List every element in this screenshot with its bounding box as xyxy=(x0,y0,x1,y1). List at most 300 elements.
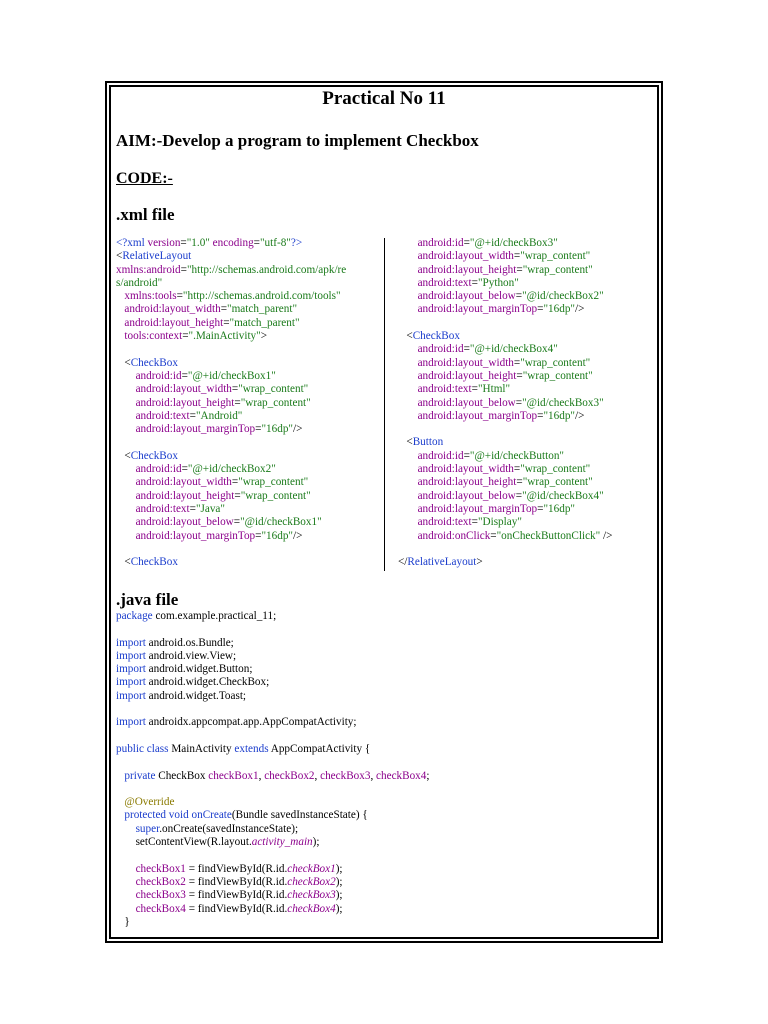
code-token: "@id/checkBox4" xyxy=(522,489,604,502)
code-token: < xyxy=(398,436,413,449)
code-token: } xyxy=(116,915,130,928)
code-token: = xyxy=(537,303,544,316)
code-token: "Android" xyxy=(195,409,243,422)
code-token: "@id/checkBox3" xyxy=(522,396,604,409)
code-line xyxy=(398,277,653,290)
code-token: = xyxy=(537,409,544,422)
code-line xyxy=(116,250,376,263)
code-line xyxy=(116,410,376,423)
code-token: setContentView(R.layout. xyxy=(116,836,252,849)
code-line xyxy=(116,450,376,463)
code-token: android:layout_width xyxy=(135,383,232,396)
code-line xyxy=(398,543,653,556)
code-token: "http://schemas.android.com/apk/re xyxy=(186,263,347,276)
code-token xyxy=(116,889,136,901)
code-token xyxy=(116,463,136,475)
code-token xyxy=(398,383,418,395)
code-token: android.widget.Button; xyxy=(145,663,253,676)
code-line xyxy=(116,556,376,569)
code-token: android:layout_height xyxy=(417,263,517,276)
code-token: android:id xyxy=(135,369,182,382)
code-token: , xyxy=(314,769,321,782)
code-token: "@+id/checkBox1" xyxy=(187,369,276,382)
code-token: import xyxy=(116,689,146,702)
code-token: "wrap_content" xyxy=(522,476,593,489)
code-token: /> xyxy=(292,423,303,436)
code-line xyxy=(398,370,653,383)
code-token: android:layout_height xyxy=(124,316,224,329)
code-line xyxy=(116,436,376,449)
code-token: android:id xyxy=(417,237,464,249)
code-line xyxy=(116,237,376,250)
code-token: = xyxy=(516,476,523,489)
code-token: < xyxy=(116,449,131,462)
code-token: checkBox1 xyxy=(208,769,259,782)
code-token: android.view.View; xyxy=(145,649,237,662)
code-token xyxy=(116,397,136,409)
code-line xyxy=(116,823,652,836)
code-line xyxy=(116,370,376,383)
xml-code-right-column xyxy=(398,237,653,569)
code-line xyxy=(398,383,653,396)
code-token xyxy=(398,290,418,302)
code-token: "@+id/checkBox2" xyxy=(187,463,276,476)
code-token: package xyxy=(116,610,153,622)
code-token: checkBox1 xyxy=(287,862,336,875)
code-line xyxy=(116,357,376,370)
code-line xyxy=(398,516,653,529)
code-token: = xyxy=(253,237,260,249)
code-token: android:layout_below xyxy=(135,516,234,529)
code-token: = xyxy=(463,237,470,249)
code-token: ); xyxy=(335,902,343,915)
code-token: "http://schemas.android.com/tools" xyxy=(182,290,341,303)
code-line xyxy=(116,610,652,623)
code-token xyxy=(116,863,136,875)
code-line xyxy=(116,264,376,277)
code-line xyxy=(398,397,653,410)
code-token: = xyxy=(189,409,196,422)
code-token xyxy=(398,503,418,515)
code-token: = findViewById(R.id. xyxy=(185,889,288,902)
code-token: = xyxy=(471,383,478,396)
code-token: super xyxy=(135,822,160,835)
code-line xyxy=(116,836,652,849)
code-token: ); xyxy=(335,889,343,902)
code-token: encoding xyxy=(209,237,254,249)
code-token: android:text xyxy=(135,502,190,515)
code-token: = xyxy=(233,516,241,529)
code-token: "wrap_content" xyxy=(520,356,591,369)
code-token: = xyxy=(471,516,478,529)
code-token: "wrap_content" xyxy=(520,250,591,263)
code-line xyxy=(116,503,376,516)
code-line xyxy=(116,690,652,703)
code-token: = xyxy=(513,250,521,263)
code-line xyxy=(398,556,653,569)
code-token: ?> xyxy=(290,237,303,249)
code-line xyxy=(116,277,376,290)
code-token: "16dp" xyxy=(543,409,575,422)
code-line xyxy=(116,330,376,343)
code-token: checkBox2 xyxy=(135,875,186,888)
code-token: = findViewById(R.id. xyxy=(185,902,288,915)
code-token: "Python" xyxy=(477,276,519,289)
code-token: checkBox4 xyxy=(376,769,427,782)
code-token: = xyxy=(471,276,478,289)
code-line xyxy=(116,650,652,663)
code-line xyxy=(116,770,652,783)
page-title: Practical No 11 xyxy=(322,88,446,109)
code-token: = xyxy=(516,369,523,382)
code-token: = xyxy=(189,502,196,515)
code-token xyxy=(398,410,418,422)
code-token: = xyxy=(463,449,470,462)
code-token: android:text xyxy=(417,276,472,289)
code-token: "wrap_content" xyxy=(238,476,309,489)
code-token: "wrap_content" xyxy=(522,263,593,276)
code-token: android:layout_height xyxy=(417,476,517,489)
xml-code-left-column xyxy=(116,237,376,569)
code-token xyxy=(398,370,418,382)
code-line xyxy=(398,343,653,356)
code-token: <?xml xyxy=(116,237,148,249)
code-token: = xyxy=(515,396,523,409)
code-token: s/android" xyxy=(116,276,163,289)
code-token: = findViewById(R.id. xyxy=(185,862,288,875)
code-token: android:text xyxy=(417,516,472,529)
code-token: "@+id/checkBox3" xyxy=(469,237,558,249)
code-token: checkBox2 xyxy=(264,769,315,782)
code-token: android:layout_width xyxy=(135,476,232,489)
code-token xyxy=(398,530,418,542)
code-token: "@+id/checkButton" xyxy=(469,449,564,462)
code-line xyxy=(398,303,653,316)
code-token xyxy=(398,490,418,502)
code-token: @Override xyxy=(124,796,175,809)
code-token: = xyxy=(490,529,497,542)
code-token: import xyxy=(116,716,146,729)
code-token: = xyxy=(515,489,523,502)
code-line xyxy=(398,503,653,516)
code-line xyxy=(116,383,376,396)
code-token xyxy=(398,450,418,462)
code-line xyxy=(116,876,652,889)
code-line xyxy=(116,516,376,529)
code-token: android:layout_marginTop xyxy=(135,529,256,542)
code-token: android:id xyxy=(417,343,464,356)
code-token: android:text xyxy=(135,409,190,422)
code-line xyxy=(116,303,376,316)
code-token: (Bundle savedInstanceState) { xyxy=(231,809,368,822)
code-token: = xyxy=(181,369,188,382)
code-token: < xyxy=(116,556,131,569)
code-token: "16dp" xyxy=(261,529,293,542)
code-token xyxy=(398,250,418,262)
code-token: android:layout_below xyxy=(417,290,516,303)
code-token: "@+id/checkBox4" xyxy=(469,343,558,356)
code-token: /> xyxy=(600,529,613,542)
code-line xyxy=(398,423,653,436)
code-token: , xyxy=(258,769,265,782)
code-token: ; xyxy=(426,769,430,782)
code-token xyxy=(398,264,418,276)
java-file-heading: .java file xyxy=(116,590,179,609)
code-line xyxy=(116,343,376,356)
code-token: protected void xyxy=(124,809,189,822)
code-token: = xyxy=(515,290,523,303)
code-line xyxy=(398,237,653,250)
code-token: < xyxy=(398,330,413,343)
code-token: com.example.practical_11; xyxy=(152,610,277,622)
code-token: RelativeLayout xyxy=(407,556,477,569)
code-line xyxy=(116,756,652,769)
code-token: "16dp" xyxy=(543,502,575,515)
code-token: android:layout_height xyxy=(135,489,235,502)
code-token: CheckBox xyxy=(155,769,209,782)
code-line xyxy=(116,543,376,556)
code-token: < xyxy=(116,356,131,369)
code-token: ); xyxy=(335,875,343,888)
code-token xyxy=(398,476,418,488)
code-token: = xyxy=(220,303,228,316)
code-heading: CODE:- xyxy=(116,170,173,187)
code-line xyxy=(116,423,376,436)
code-token: </ xyxy=(398,556,408,569)
code-token: checkBox3 xyxy=(287,889,336,902)
code-token: "16dp" xyxy=(543,303,575,316)
code-token: /> xyxy=(574,409,585,422)
code-line xyxy=(116,317,376,330)
code-token: android:layout_below xyxy=(417,396,516,409)
xml-file-heading: .xml file xyxy=(116,205,175,224)
code-line xyxy=(398,530,653,543)
code-token: extends xyxy=(234,742,269,755)
code-token xyxy=(116,876,136,888)
code-token: CheckBox xyxy=(130,556,178,569)
code-line xyxy=(398,330,653,343)
code-token: "match_parent" xyxy=(227,303,298,316)
code-line xyxy=(116,796,652,809)
code-line xyxy=(116,290,376,303)
code-token: "Html" xyxy=(477,383,511,396)
code-line xyxy=(116,863,652,876)
code-token: = xyxy=(234,396,241,409)
code-token: "wrap_content" xyxy=(240,489,311,502)
code-token: .onCreate(savedInstanceState); xyxy=(159,822,299,835)
code-token xyxy=(116,903,136,915)
code-token: = xyxy=(182,330,189,343)
code-token: = xyxy=(180,263,187,276)
code-line xyxy=(116,663,652,676)
code-token xyxy=(398,463,418,475)
code-line xyxy=(116,490,376,503)
code-token xyxy=(398,277,418,289)
code-token: AppCompatActivity { xyxy=(268,742,371,755)
document-content xyxy=(116,86,652,936)
code-token: CheckBox xyxy=(130,356,178,369)
code-line xyxy=(398,357,653,370)
code-token: android.widget.Toast; xyxy=(145,689,247,702)
aim-heading: AIM:-Develop a program to implement Checkbox xyxy=(116,131,479,150)
code-token: android:layout_marginTop xyxy=(135,423,256,436)
code-token: public class xyxy=(116,742,169,755)
code-line xyxy=(116,903,652,916)
code-token: private xyxy=(124,769,156,782)
code-token: "16dp" xyxy=(261,423,293,436)
code-token xyxy=(398,516,418,528)
code-token: "utf-8" xyxy=(259,237,291,249)
code-token: < xyxy=(116,250,123,263)
code-token: android:layout_width xyxy=(124,303,221,316)
code-token: "@id/checkBox2" xyxy=(522,290,604,303)
code-line xyxy=(398,476,653,489)
code-token: android:layout_marginTop xyxy=(417,409,538,422)
code-line xyxy=(398,463,653,476)
code-line xyxy=(116,637,652,650)
code-token: "onCheckButtonClick" xyxy=(496,529,601,542)
code-token: "Display" xyxy=(477,516,522,529)
code-line xyxy=(116,743,652,756)
code-token: = xyxy=(180,237,187,249)
code-token xyxy=(116,476,136,488)
code-token: = xyxy=(255,423,262,436)
code-token: = xyxy=(234,489,241,502)
code-token xyxy=(116,530,136,542)
code-token xyxy=(116,823,136,835)
code-token: import xyxy=(116,649,146,662)
code-line xyxy=(116,889,652,902)
code-line xyxy=(398,436,653,449)
code-token: CheckBox xyxy=(412,330,460,343)
code-token: > xyxy=(476,556,483,569)
code-token: MainActivity xyxy=(168,742,235,755)
code-token: "wrap_content" xyxy=(520,463,591,476)
code-token: = xyxy=(513,356,521,369)
code-token xyxy=(116,410,136,422)
code-token: import xyxy=(116,663,146,676)
code-token xyxy=(398,357,418,369)
code-token: "@id/checkBox1" xyxy=(240,516,322,529)
code-line xyxy=(398,317,653,330)
code-token: = xyxy=(537,502,544,515)
code-token: tools:context xyxy=(124,330,183,343)
code-token xyxy=(398,397,418,409)
code-token: android:layout_width xyxy=(417,463,514,476)
code-token xyxy=(398,237,418,249)
code-line xyxy=(116,809,652,822)
code-token xyxy=(116,383,136,395)
code-token xyxy=(116,503,136,515)
code-token: /> xyxy=(574,303,585,316)
code-token: android:layout_height xyxy=(135,396,235,409)
code-token: = xyxy=(176,290,183,303)
code-token: = xyxy=(513,463,521,476)
code-token: "wrap_content" xyxy=(238,383,309,396)
code-token: Button xyxy=(412,436,444,449)
code-line xyxy=(398,290,653,303)
column-divider xyxy=(384,238,385,571)
code-line xyxy=(398,450,653,463)
code-line xyxy=(116,916,652,929)
code-token: checkBox1 xyxy=(135,862,186,875)
code-token: = xyxy=(463,343,470,356)
code-token: xmlns:android xyxy=(116,263,181,276)
code-token: checkBox4 xyxy=(287,902,336,915)
code-token: "Java" xyxy=(195,502,225,515)
code-token: , xyxy=(370,769,377,782)
code-line xyxy=(398,410,653,423)
code-line xyxy=(116,623,652,636)
java-code-block xyxy=(116,610,652,929)
code-token: xmlns:tools xyxy=(124,290,177,303)
code-line xyxy=(398,250,653,263)
code-token: android.widget.CheckBox; xyxy=(145,676,270,689)
code-token: = xyxy=(516,263,523,276)
code-line xyxy=(116,676,652,689)
code-token xyxy=(116,516,136,528)
code-token: android:layout_width xyxy=(417,356,514,369)
code-token: androidx.appcompat.app.AppCompatActivity; xyxy=(145,716,357,729)
code-token: android:layout_marginTop xyxy=(417,502,538,515)
code-token: = xyxy=(181,463,188,476)
code-line xyxy=(116,530,376,543)
code-token: "match_parent" xyxy=(229,316,300,329)
code-token: android.os.Bundle; xyxy=(145,636,234,649)
code-line xyxy=(116,397,376,410)
code-line xyxy=(116,716,652,729)
code-token: checkBox3 xyxy=(320,769,371,782)
code-token: checkBox4 xyxy=(135,902,186,915)
code-token: "wrap_content" xyxy=(240,396,311,409)
code-token: checkBox2 xyxy=(287,875,336,888)
code-token xyxy=(116,490,136,502)
code-line xyxy=(116,476,376,489)
code-token: RelativeLayout xyxy=(122,250,192,263)
code-token: "wrap_content" xyxy=(522,369,593,382)
code-token: = findViewById(R.id. xyxy=(185,875,288,888)
code-token: > xyxy=(260,330,268,343)
code-token: checkBox3 xyxy=(135,889,186,902)
code-token: import xyxy=(116,676,146,689)
code-token: ); xyxy=(312,836,320,849)
code-token: ".MainActivity" xyxy=(188,330,261,343)
code-token: version xyxy=(147,237,181,249)
code-token: "1.0" xyxy=(186,237,210,249)
code-token: = xyxy=(231,383,239,396)
code-token: android:layout_below xyxy=(417,489,516,502)
code-token: import xyxy=(116,636,146,649)
code-line xyxy=(116,849,652,862)
code-token: = xyxy=(223,316,230,329)
code-token: android:onClick xyxy=(417,529,491,542)
code-token: = xyxy=(231,476,239,489)
code-token: = xyxy=(255,529,262,542)
code-token: /> xyxy=(292,529,303,542)
code-token: android:text xyxy=(417,383,472,396)
code-token: activity_main xyxy=(251,836,313,849)
code-token: android:id xyxy=(135,463,182,476)
code-line xyxy=(116,463,376,476)
code-token: onCreate xyxy=(191,809,232,822)
code-token xyxy=(116,423,136,435)
code-token xyxy=(116,370,136,382)
code-token: android:layout_marginTop xyxy=(417,303,538,316)
code-token: android:layout_width xyxy=(417,250,514,263)
code-token xyxy=(398,343,418,355)
code-line xyxy=(116,730,652,743)
code-token: ); xyxy=(335,862,343,875)
